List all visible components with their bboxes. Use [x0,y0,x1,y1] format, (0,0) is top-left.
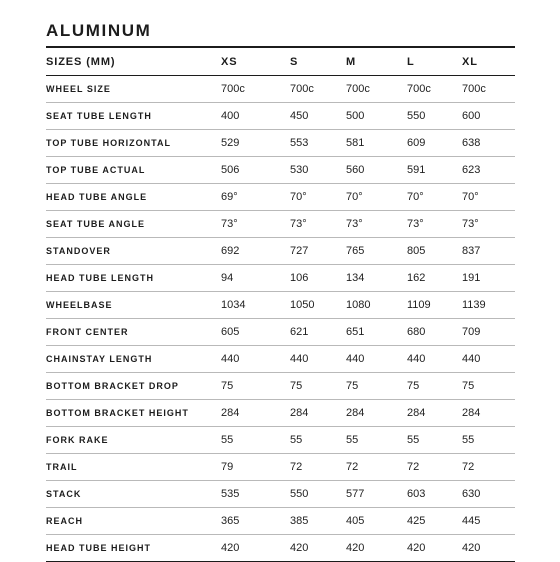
row-label: HEAD TUBE LENGTH [46,265,221,292]
row-label: HEAD TUBE HEIGHT [46,535,221,562]
row-label: BOTTOM BRACKET DROP [46,373,221,400]
row-label: SEAT TUBE ANGLE [46,211,221,238]
table-cell: 440 [221,346,290,373]
header-size-xs: XS [221,48,290,76]
table-cell: 284 [290,400,346,427]
table-row [46,373,515,400]
table-row [46,481,515,508]
table-row [46,508,515,535]
table-cell: 94 [221,265,290,292]
table-cell: 400 [221,103,290,130]
table-cell: 55 [462,427,515,454]
table-cell: 445 [462,508,515,535]
table-cell: 1050 [290,292,346,319]
header-size-xl: XL [462,48,515,76]
header-size-l: L [407,48,462,76]
table-cell: 72 [462,454,515,481]
header-size-m: M [346,48,407,76]
table-cell: 440 [407,346,462,373]
table-cell: 727 [290,238,346,265]
table-cell: 530 [290,157,346,184]
table-cell: 1139 [462,292,515,319]
table-cell: 680 [407,319,462,346]
table-cell: 420 [346,535,407,562]
row-label: WHEELBASE [46,292,221,319]
table-cell: 284 [346,400,407,427]
row-label: STACK [46,481,221,508]
table-cell: 365 [221,508,290,535]
table-cell: 55 [221,427,290,454]
header-row [46,48,515,76]
table-cell: 72 [346,454,407,481]
table-cell: 450 [290,103,346,130]
table-row [46,238,515,265]
table-cell: 700c [290,76,346,103]
table-cell: 560 [346,157,407,184]
table-cell: 73° [221,211,290,238]
header-size-s: S [290,48,346,76]
table-cell: 609 [407,130,462,157]
table-cell: 134 [346,265,407,292]
row-label: SEAT TUBE LENGTH [46,103,221,130]
header-sizes: SIZES (MM) [46,48,221,76]
table-cell: 837 [462,238,515,265]
table-cell: 420 [221,535,290,562]
table-cell: 73° [346,211,407,238]
table-cell: 621 [290,319,346,346]
table-row [46,427,515,454]
table-cell: 765 [346,238,407,265]
table-cell: 535 [221,481,290,508]
table-row [46,265,515,292]
table-cell: 700c [346,76,407,103]
table-cell: 162 [407,265,462,292]
table-cell: 630 [462,481,515,508]
table-cell: 70° [462,184,515,211]
table-cell: 581 [346,130,407,157]
table-cell: 603 [407,481,462,508]
table-cell: 70° [290,184,346,211]
table-cell: 420 [407,535,462,562]
table-cell: 420 [462,535,515,562]
table-row [46,292,515,319]
table-row [46,400,515,427]
table-row [46,211,515,238]
table-cell: 75 [290,373,346,400]
table-cell: 420 [290,535,346,562]
table-cell: 550 [290,481,346,508]
row-label: STANDOVER [46,238,221,265]
geometry-table [46,48,515,562]
row-label: TOP TUBE ACTUAL [46,157,221,184]
table-cell: 73° [407,211,462,238]
row-label: FORK RAKE [46,427,221,454]
table-cell: 692 [221,238,290,265]
table-body [46,76,515,562]
table-cell: 550 [407,103,462,130]
table-cell: 638 [462,130,515,157]
table-cell: 73° [290,211,346,238]
table-cell: 623 [462,157,515,184]
table-row [46,346,515,373]
row-label: BOTTOM BRACKET HEIGHT [46,400,221,427]
table-cell: 440 [346,346,407,373]
table-cell: 385 [290,508,346,535]
table-cell: 591 [407,157,462,184]
table-header [46,48,515,76]
table-cell: 529 [221,130,290,157]
table-cell: 72 [290,454,346,481]
table-cell: 73° [462,211,515,238]
table-cell: 55 [407,427,462,454]
table-cell: 72 [407,454,462,481]
table-cell: 284 [407,400,462,427]
table-cell: 651 [346,319,407,346]
table-cell: 55 [346,427,407,454]
row-label: WHEEL SIZE [46,76,221,103]
table-row [46,157,515,184]
table-cell: 405 [346,508,407,535]
table-cell: 600 [462,103,515,130]
table-cell: 75 [407,373,462,400]
table-cell: 506 [221,157,290,184]
table-cell: 284 [462,400,515,427]
table-cell: 75 [462,373,515,400]
table-cell: 1109 [407,292,462,319]
table-cell: 700c [407,76,462,103]
table-cell: 553 [290,130,346,157]
table-row [46,319,515,346]
table-cell: 69° [221,184,290,211]
table-cell: 440 [462,346,515,373]
table-cell: 106 [290,265,346,292]
table-cell: 1080 [346,292,407,319]
table-row [46,535,515,562]
table-row [46,76,515,103]
row-label: HEAD TUBE ANGLE [46,184,221,211]
table-cell: 605 [221,319,290,346]
table-cell: 700c [221,76,290,103]
table-cell: 79 [221,454,290,481]
table-cell: 440 [290,346,346,373]
page-title: ALUMINUM [46,21,152,40]
table-row [46,184,515,211]
table-cell: 500 [346,103,407,130]
table-cell: 709 [462,319,515,346]
table-row [46,103,515,130]
table-cell: 425 [407,508,462,535]
table-row [46,454,515,481]
table-cell: 1034 [221,292,290,319]
row-label: CHAINSTAY LENGTH [46,346,221,373]
table-cell: 805 [407,238,462,265]
table-cell: 70° [346,184,407,211]
row-label: TRAIL [46,454,221,481]
table-cell: 284 [221,400,290,427]
table-cell: 700c [462,76,515,103]
table-cell: 75 [221,373,290,400]
table-cell: 75 [346,373,407,400]
row-label: TOP TUBE HORIZONTAL [46,130,221,157]
row-label: REACH [46,508,221,535]
table-cell: 577 [346,481,407,508]
table-row [46,130,515,157]
table-cell: 70° [407,184,462,211]
table-cell: 55 [290,427,346,454]
row-label: FRONT CENTER [46,319,221,346]
table-cell: 191 [462,265,515,292]
